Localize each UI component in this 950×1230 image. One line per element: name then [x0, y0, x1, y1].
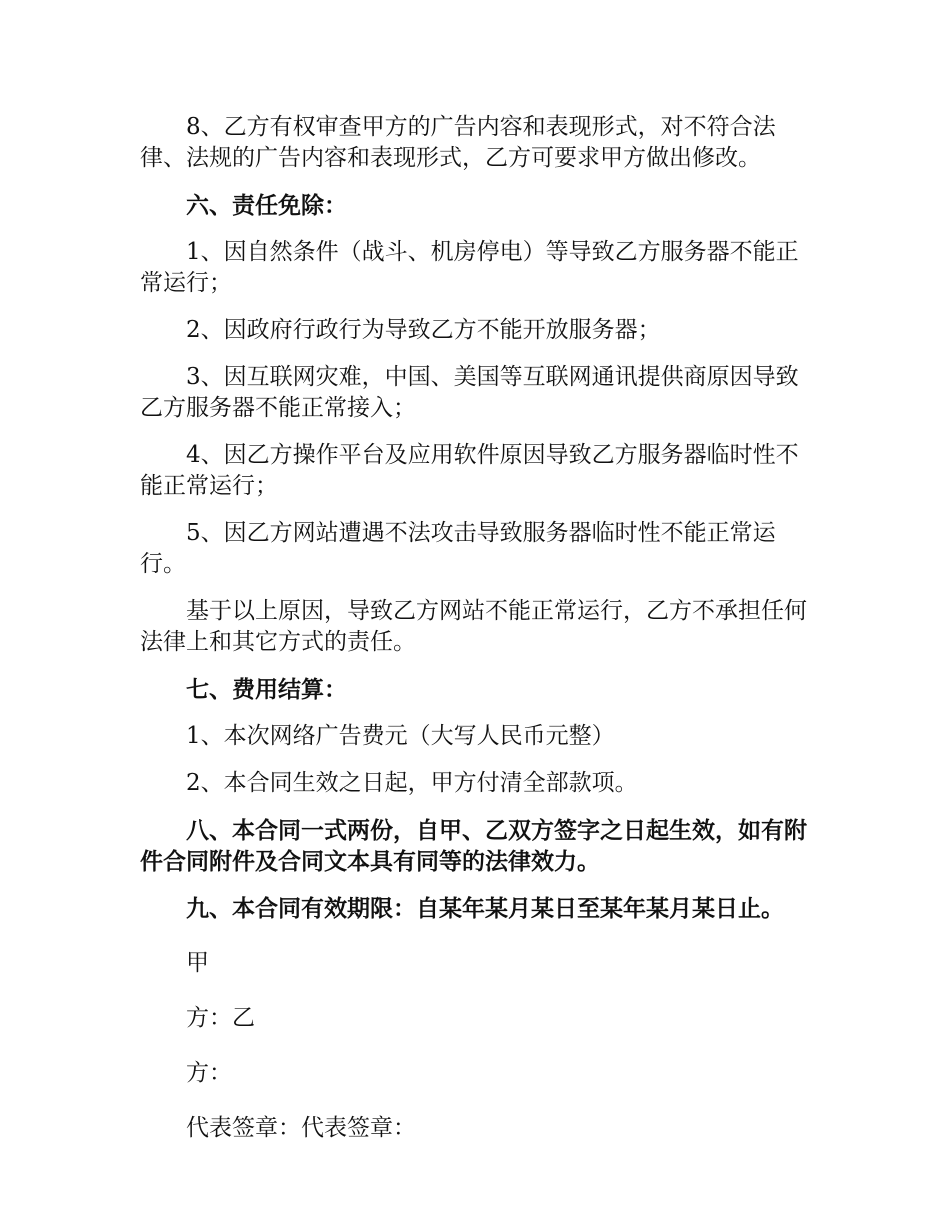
exemption-summary: 基于以上原因，导致乙方网站不能正常运行，乙方不承担任何法律上和其它方式的责任。 [140, 598, 807, 655]
section-7-heading: 七、费用结算： [186, 676, 347, 703]
exemption-item-1: 1、因自然条件（战斗、机房停电）等导致乙方服务器不能正常运行； [140, 239, 799, 296]
exemption-item-3: 3、因互联网灾难，中国、美国等互联网通讯提供商原因导致乙方服务器不能正常接入； [140, 364, 799, 421]
fee-item-2: 2、本合同生效之日起，甲方付清全部款项。 [186, 770, 638, 796]
section-6-heading: 六、责任免除： [186, 192, 347, 219]
section-8-paragraph: 八、本合同一式两份，自甲、乙双方签字之日起生效，如有附件合同附件及合同文本具有同等的法律效力。 [140, 817, 807, 875]
clause-8-review-rights: 8、乙方有权审查甲方的广告内容和表现形式，对不符合法律、法规的广告内容和表现形式，乙方可要求甲方做出修改。 [140, 114, 776, 171]
party-a-label: 甲 [186, 950, 209, 976]
section-9-paragraph: 九、本合同有效期限：自某年某月某日至某年某月某日止。 [186, 895, 784, 922]
document-page [140, 112, 820, 1160]
exemption-item-2: 2、因政府行政行为导致乙方不能开放服务器； [186, 317, 661, 343]
exemption-item-4: 4、因乙方操作平台及应用软件原因导致乙方服务器临时性不能正常运行； [140, 442, 799, 499]
party-b-colon: 方： [186, 1060, 232, 1086]
signature-line: 代表签章：代表签章： [186, 1115, 416, 1141]
exemption-item-5: 5、因乙方网站遭遇不法攻击导致服务器临时性不能正常运行。 [140, 520, 776, 577]
fee-item-1: 1、本次网络广告费元（大写人民币元整） [186, 723, 615, 749]
party-b-label: 方：乙 [186, 1005, 255, 1031]
